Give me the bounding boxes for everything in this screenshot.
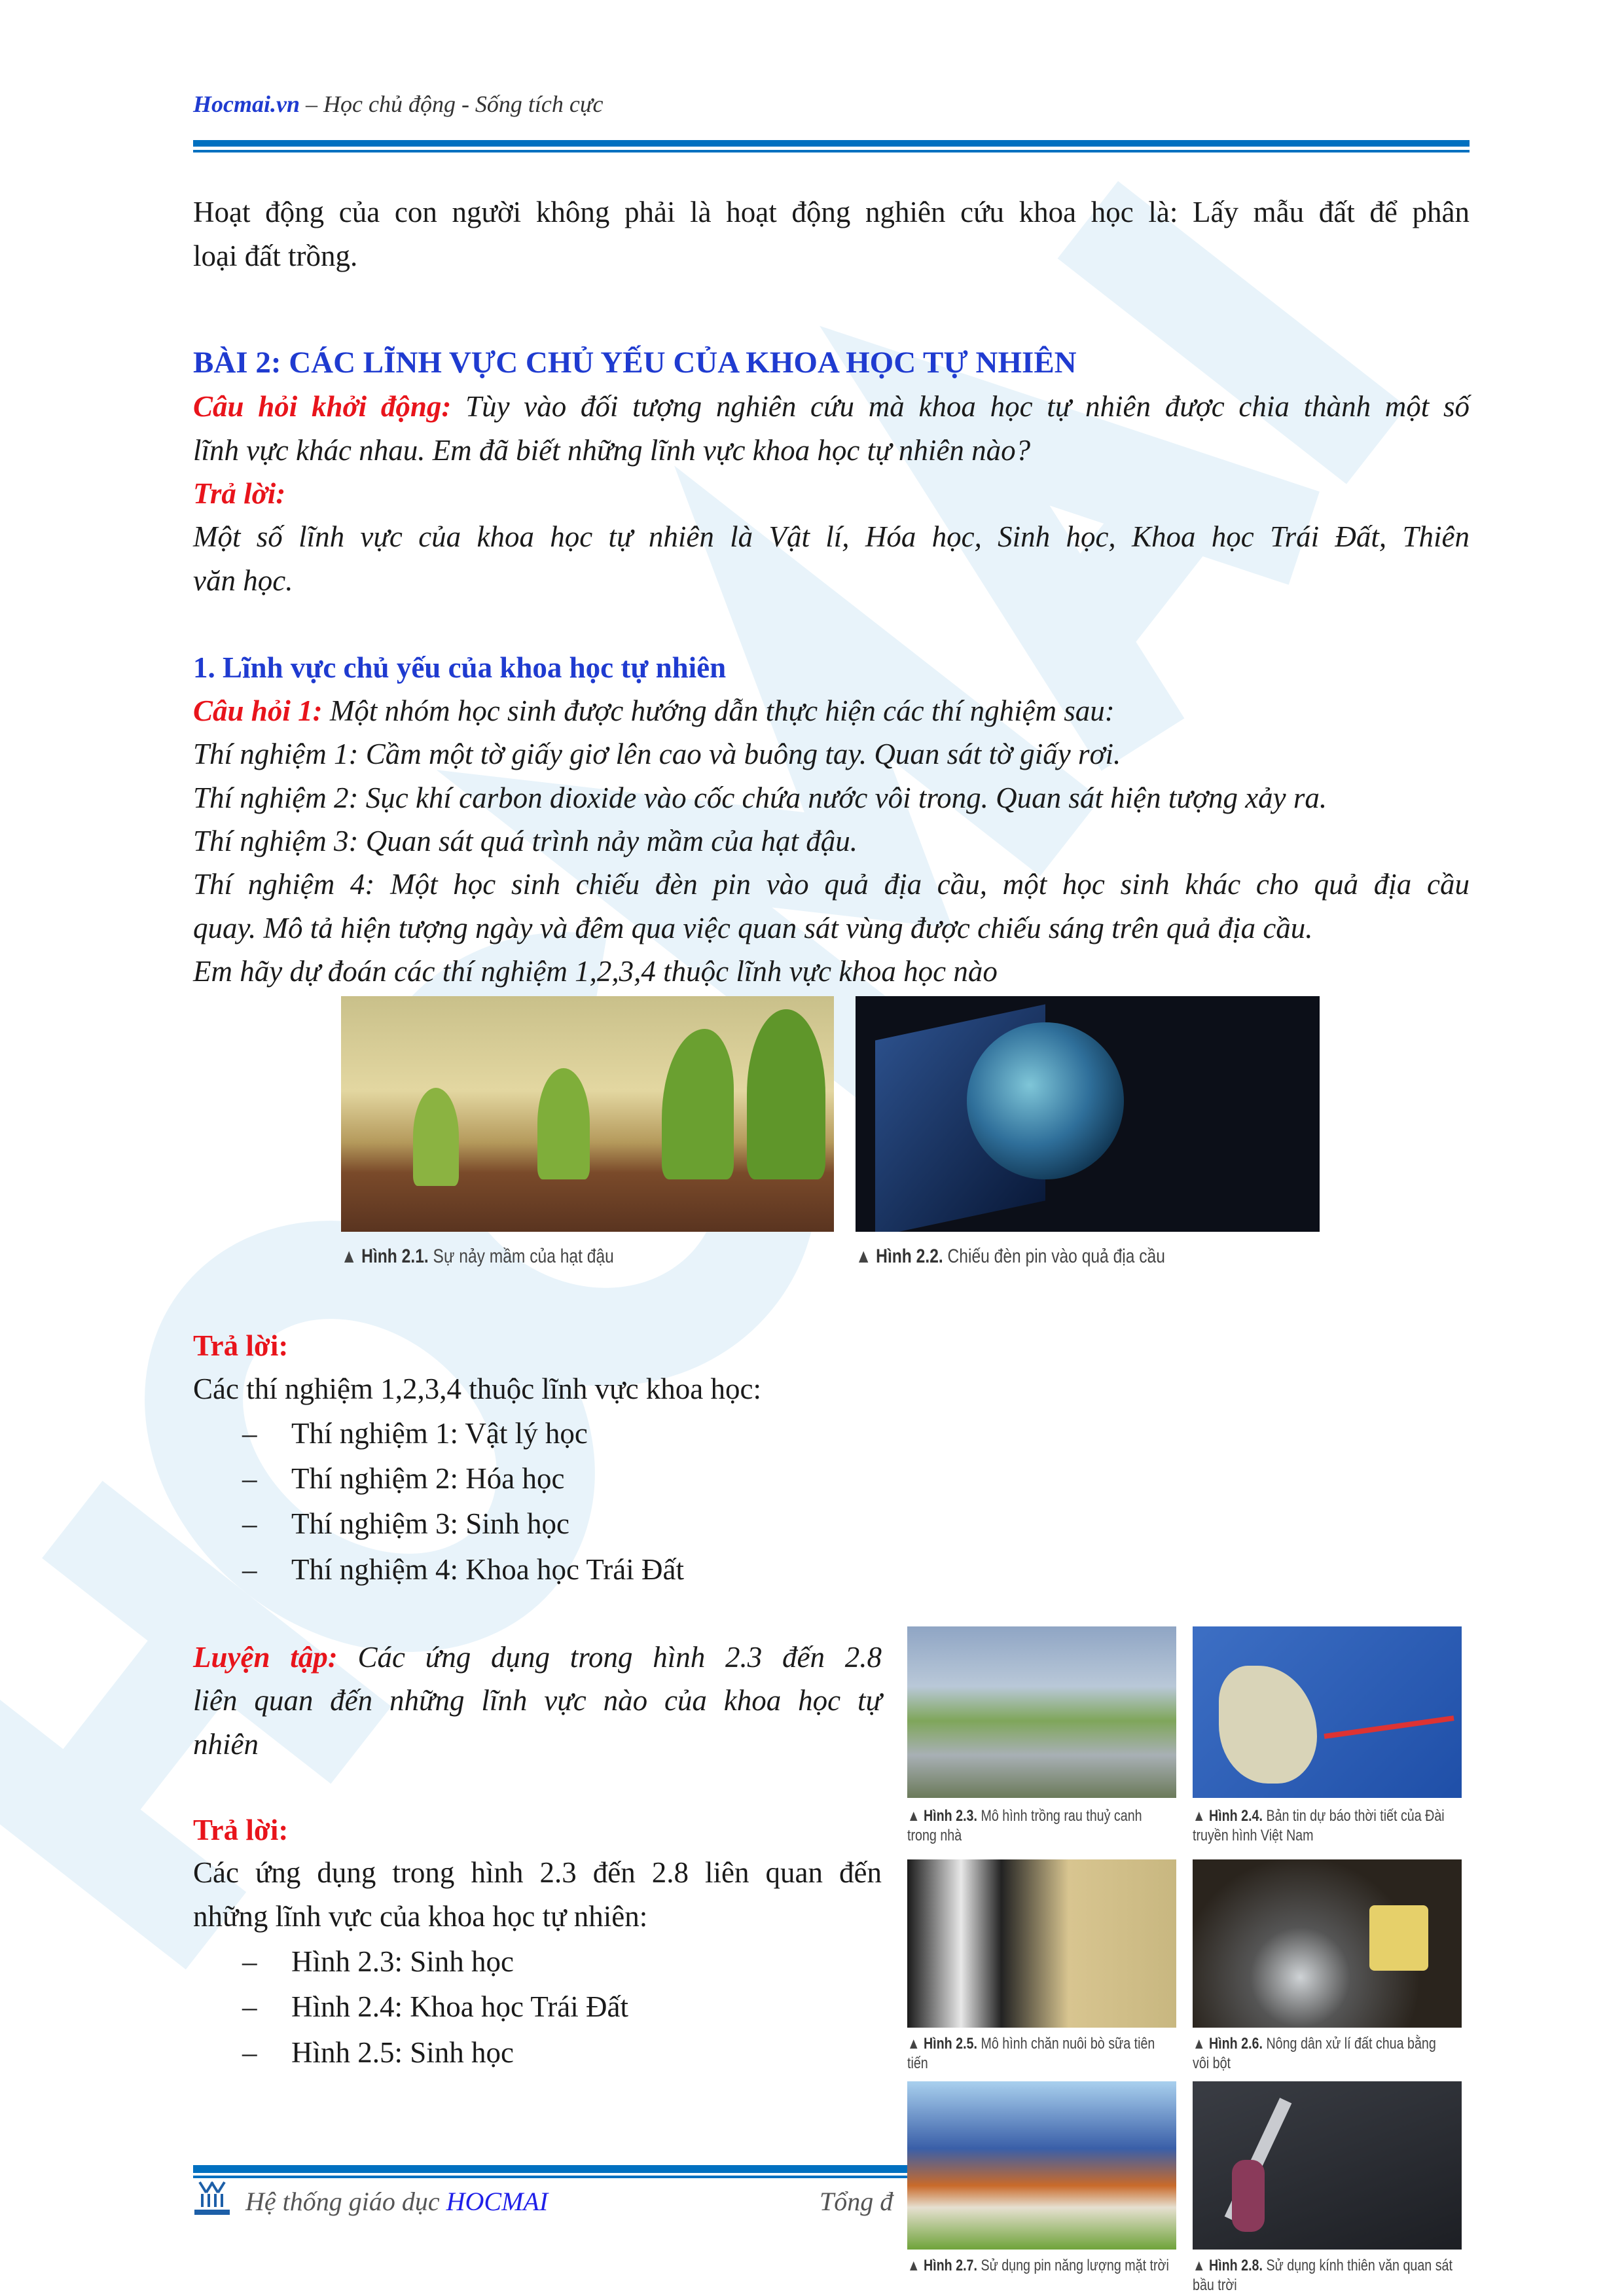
figure-caption-text: Chiếu đèn pin vào quả địa cầu xyxy=(943,1246,1165,1267)
footer-text xyxy=(245,2186,548,2217)
triangle-icon: ▲ xyxy=(856,1246,876,1267)
figure-caption-text: Mô hình trồng rau thuỷ canh trong nhà xyxy=(907,1807,1142,1844)
warmup-answer: Một số lĩnh vực của khoa học tự nhiên là Vật lí, Hóa học, Sinh học, Khoa học Trái Đất, Thiên xyxy=(193,520,1470,553)
figure-label: Hình 2.3. xyxy=(923,1807,977,1825)
figure-label: Hình 2.1. xyxy=(361,1246,429,1267)
figure-caption-text: Sử dụng pin năng lượng mặt trời xyxy=(977,2257,1169,2274)
intro-line: loại đất trồng. xyxy=(193,240,358,272)
list-dash: – xyxy=(242,1462,257,1495)
list-dash: – xyxy=(242,1945,257,1978)
q1-line: Thí nghiệm 4: Một học sinh chiếu đèn pin vào quả địa cầu, một học sinh khác cho quả địa cầu xyxy=(193,868,1470,901)
page-header xyxy=(193,90,604,118)
figure-caption-text: Sự nảy mầm của hạt đậu xyxy=(428,1246,614,1267)
answer-label: Trả lời: xyxy=(193,477,286,510)
list-item: Thí nghiệm 3: Sinh học xyxy=(291,1507,569,1540)
list-dash: – xyxy=(242,1507,257,1540)
figure-label: Hình 2.2. xyxy=(876,1246,943,1267)
header-rule-thick xyxy=(193,140,1470,147)
figure-caption-text: Nông dân xử lí đất chua bằng vôi bột xyxy=(1193,2035,1436,2072)
q1-line: Em hãy dự đoán các thí nghiệm 1,2,3,4 thuộc lĩnh vực khoa học nào xyxy=(193,955,998,988)
practice-answer-line: những lĩnh vực của khoa học tự nhiên: xyxy=(193,1900,648,1933)
section-title: 1. Lĩnh vực chủ yếu của khoa học tự nhiên xyxy=(193,651,727,684)
figure-label: Hình 2.7. xyxy=(923,2257,977,2274)
list-item: Thí nghiệm 1: Vật lý học xyxy=(291,1417,588,1450)
figure-caption xyxy=(856,1247,1165,1266)
q1-line: Thí nghiệm 2: Sục khí carbon dioxide vào cốc chứa nước vôi trong. Quan sát hiện tượng xảy ra. xyxy=(193,781,1327,814)
figure-caption xyxy=(907,1806,1170,1846)
list-item: Hình 2.4: Khoa học Trái Đất xyxy=(291,1990,628,2023)
figure-caption-text: Mô hình chăn nuôi bò sữa tiên tiến xyxy=(907,2035,1155,2072)
list-dash: – xyxy=(242,1990,257,2023)
warmup-text: Tùy vào đối tượng nghiên cứu mà khoa học tự nhiên được chia thành một số xyxy=(451,390,1470,423)
practice-line: liên quan đến những lĩnh vực nào của khoa học tự xyxy=(193,1684,882,1717)
figure-caption xyxy=(907,2034,1176,2073)
figure-caption xyxy=(1193,1806,1456,1846)
q1-line: Thí nghiệm 3: Quan sát quá trình nảy mầm của hạt đậu. xyxy=(193,825,857,857)
header-rule-thin xyxy=(193,150,1470,152)
figure-caption xyxy=(1193,2256,1456,2295)
q1-line: quay. Mô tả hiện tượng ngày và đêm qua việc quan sát vùng được chiếu sáng trên quả địa cầu. xyxy=(193,912,1313,944)
practice-answer-line: Các ứng dụng trong hình 2.3 đến 2.8 liên quan đến xyxy=(193,1856,882,1889)
list-dash: – xyxy=(242,1417,257,1450)
q1-text: Một nhóm học sinh được hướng dẫn thực hiện các thí nghiệm sau: xyxy=(322,694,1115,727)
figure-label: Hình 2.8. xyxy=(1208,2257,1263,2274)
q1-label: Câu hỏi 1: xyxy=(193,694,323,727)
list-item: Hình 2.5: Sinh học xyxy=(291,2036,514,2069)
footer-rule-thick xyxy=(193,2165,907,2173)
triangle-icon: ▲ xyxy=(1193,2035,1209,2053)
practice-text: Các ứng dụng trong hình 2.3 đến 2.8 xyxy=(337,1641,882,1674)
hocmai-logo-icon xyxy=(193,2179,231,2216)
footer-brand[interactable]: HOCMAI xyxy=(446,2187,549,2216)
intro-line: Hoạt động của con người không phải là hoạt động nghiên cứu khoa học là: Lấy mẫu đất để phân xyxy=(193,196,1470,228)
triangle-icon: ▲ xyxy=(341,1246,362,1267)
practice-line: nhiên xyxy=(193,1728,259,1761)
header-slogan: – Học chủ động - Sống tích cực xyxy=(299,91,604,117)
triangle-icon: ▲ xyxy=(907,2035,924,2053)
figure-hydroponics xyxy=(907,1626,1176,1798)
triangle-icon: ▲ xyxy=(1193,1807,1209,1825)
triangle-icon: ▲ xyxy=(907,1807,924,1825)
header-brand[interactable]: Hocmai.vn xyxy=(193,91,300,117)
warmup-text: lĩnh vực khác nhau. Em đã biết những lĩnh vực khoa học tự nhiên nào? xyxy=(193,434,1031,467)
figure-bean-sprouts xyxy=(341,996,834,1232)
figure-farmer-lime xyxy=(1193,1859,1462,2028)
triangle-icon: ▲ xyxy=(907,2257,924,2274)
figure-label: Hình 2.6. xyxy=(1208,2035,1263,2053)
figure-caption xyxy=(1193,2034,1456,2073)
figure-globe-flashlight xyxy=(856,996,1320,1232)
warmup-label: Câu hỏi khởi động: xyxy=(193,390,452,423)
lesson-title: BÀI 2: CÁC LĨNH VỰC CHỦ YẾU CỦA KHOA HỌC TỰ NHIÊN xyxy=(193,346,1077,380)
triangle-icon: ▲ xyxy=(1193,2257,1209,2274)
figure-caption-text: Sử dụng kính thiên văn quan sát bầu trời xyxy=(1193,2257,1453,2294)
footer-system: Hệ thống giáo dục xyxy=(245,2187,446,2216)
figure-label: Hình 2.5. xyxy=(923,2035,977,2053)
list-dash: – xyxy=(242,1553,257,1586)
list-item: Thí nghiệm 4: Khoa học Trái Đất xyxy=(291,1553,684,1586)
footer-rule-thin xyxy=(193,2176,907,2178)
figure-label: Hình 2.4. xyxy=(1208,1807,1263,1825)
figure-dairy-cows xyxy=(907,1859,1176,2028)
figure-caption xyxy=(907,2256,1176,2276)
footer-hotline: Tổng đ xyxy=(820,2187,893,2216)
figure-weather-map xyxy=(1193,1626,1462,1798)
q1-line: Thí nghiệm 1: Cầm một tờ giấy giơ lên cao và buông tay. Quan sát tờ giấy rơi. xyxy=(193,738,1121,770)
figure-telescope xyxy=(1193,2081,1462,2250)
practice-label: Luyện tập: xyxy=(193,1641,338,1674)
answer-label: Trả lời: xyxy=(193,1329,289,1362)
list-item: Thí nghiệm 2: Hóa học xyxy=(291,1462,565,1495)
figure-solar-panels xyxy=(907,2081,1176,2250)
answer-label: Trả lời: xyxy=(193,1814,289,1846)
list-item: Hình 2.3: Sinh học xyxy=(291,1945,514,1978)
figure-caption-text: Bản tin dự báo thời tiết của Đài truyền hình Việt Nam xyxy=(1193,1807,1445,1844)
figure-caption xyxy=(341,1247,614,1266)
warmup-answer: văn học. xyxy=(193,564,293,597)
q1-answer-intro: Các thí nghiệm 1,2,3,4 thuộc lĩnh vực khoa học: xyxy=(193,1372,761,1405)
list-dash: – xyxy=(242,2036,257,2069)
